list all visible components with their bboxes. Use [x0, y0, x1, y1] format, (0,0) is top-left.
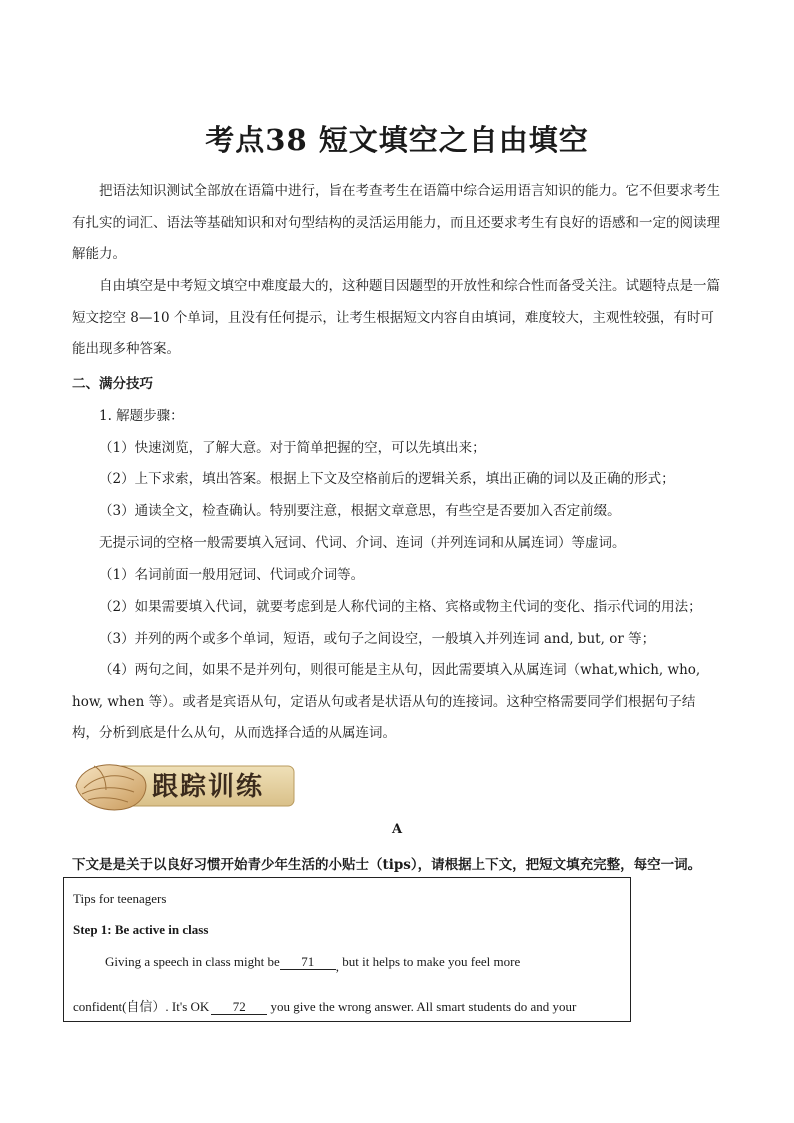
- step-item: （2）上下求索，填出答案。根据上下文及空格前后的逻辑关系，填出正确的词以及正确的形式；: [99, 471, 675, 487]
- section-heading: 二、满分技巧: [72, 376, 153, 392]
- passage-text: but it helps to make you feel more: [339, 954, 521, 969]
- tip-item: （2）如果需要填入代词，就要考虑到是人称代词的主格、宾格或物主代词的变化、指示代词的用法；: [99, 599, 702, 615]
- passage-line: [105, 954, 521, 974]
- exercise-letter: A: [391, 822, 403, 837]
- step1-heading: Step 1: Be active in class: [73, 922, 209, 937]
- step-item: （3）通读全文，检查确认。特别要注意，根据文章意思，有些空是否要加入否定前缀。: [99, 503, 621, 519]
- passage-text: confident(自信）. It's OK: [73, 999, 210, 1014]
- blank-72[interactable]: 72: [211, 1000, 267, 1015]
- page-title: 考点38 短文填空之自由填空: [205, 123, 589, 157]
- exercise-instruction: 下文是是关于以良好习惯开始青少年生活的小贴士（tips），请根据上下文，把短文填充完整，每空一词。: [72, 857, 702, 873]
- practice-banner: [72, 756, 298, 814]
- intro-paragraph-2: 自由填空是中考短文填空中难度最大的，这种题目因题型的开放性和综合性而备受关注。试题特点是一篇短文挖空 8—10 个单词，且没有任何提示，让考生根据短文内容自由填词，难度较大，主观性较强，有时可能出现多种答案。: [72, 278, 720, 357]
- tip-item-4: （4）两句之间，如果不是并列句，则很可能是主从句，因此需要填入从属连词（what,which, who, how, when 等）。或者是宾语从句，定语从句或者是状语从句的连接词。这种空格需要同学们根据句子结构，分析到底是什么从句，从而选择合适的从属连词。: [72, 662, 701, 741]
- passage-line: [73, 996, 576, 1015]
- exercise-box: [63, 877, 631, 1022]
- tip-item: （1）名词前面一般用冠词、代词或介词等。: [99, 567, 365, 583]
- box-title: Tips for teenagers: [73, 891, 167, 906]
- banner-label: 跟踪训练: [152, 772, 265, 802]
- step-item: （1）快速浏览，了解大意。对于简单把握的空，可以先填出来；: [99, 440, 486, 456]
- comma-mark: ,: [335, 959, 339, 974]
- tip-item: （3）并列的两个或多个单词，短语，或句子之间设空，一般填入并列连词 and, but, or 等；: [99, 631, 656, 647]
- intro-paragraph-1: 把语法知识测试全部放在语篇中进行，旨在考查考生在语篇中综合运用语言知识的能力。它不但要求考生有扎实的词汇、语法等基础知识和对句型结构的灵活运用能力，而且还要求考生有良好的语感和一定的阅读理解能力。: [72, 183, 720, 262]
- passage-text: Giving a speech in class might be: [105, 954, 280, 969]
- blank-71[interactable]: 71: [280, 955, 336, 970]
- note-text: 无提示词的空格一般需要填入冠词、代词、介词、连词（并列连词和从属连词）等虚词。: [99, 535, 626, 551]
- passage-text: you give the wrong answer. All smart students do and your: [267, 999, 577, 1014]
- step-title: 1. 解题步骤：: [99, 408, 184, 424]
